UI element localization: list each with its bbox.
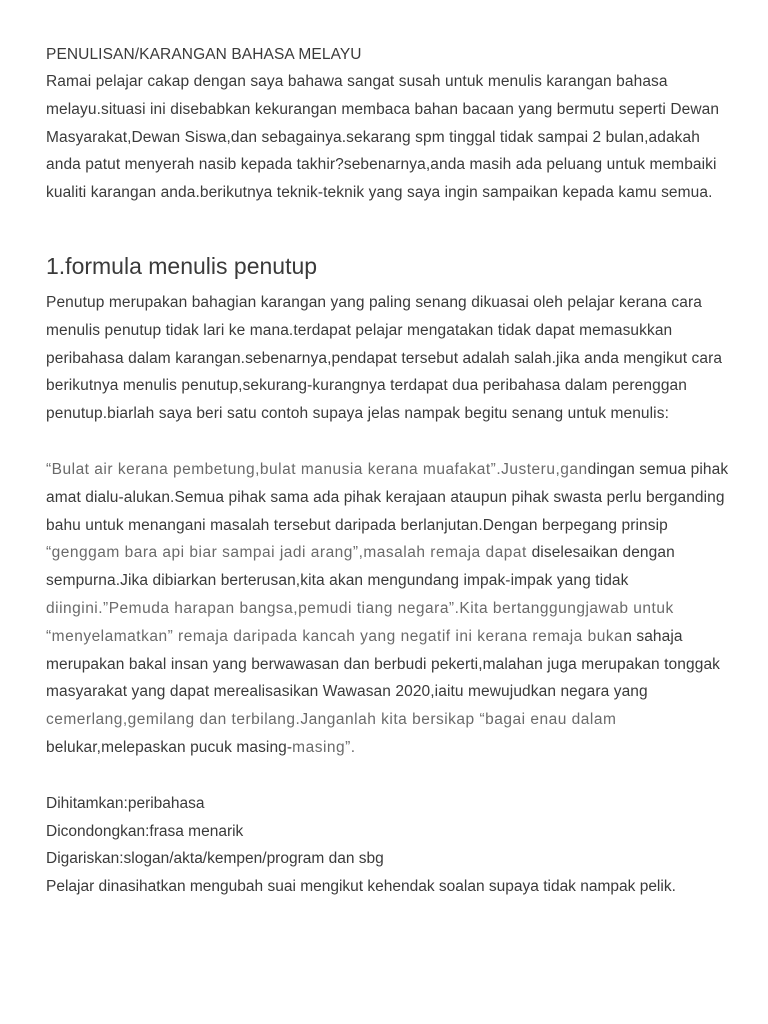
section-title: 1.formula menulis penutup	[46, 252, 318, 279]
example-text: diselesaikan dengan	[531, 544, 675, 562]
example-line	[46, 734, 736, 762]
example-line: masyarakat yang dapat merealisasikan Wawasan 2020,iaitu mewujudkan negara yang	[46, 683, 648, 701]
example-text: dingan semua pihak	[587, 460, 729, 478]
example-line: cemerlang,gemilang dan terbilang.Janganlah kita bersikap “bagai enau dalam	[46, 711, 617, 729]
example-quote-text: masing”.	[292, 738, 356, 756]
example-paragraph	[46, 456, 736, 762]
example-text: n sahaja	[623, 627, 683, 645]
example-line: amat dialu-alukan.Semua pihak sama ada pihak kerajaan ataupun pihak swasta perlu berganding	[46, 488, 725, 506]
intro-line: Masyarakat,Dewan Siswa,dan sebagainya.sekarang spm tinggal tidak sampai 2 bulan,adakah	[46, 128, 700, 146]
example-line: merupakan bakal insan yang berwawasan dan berbudi pekerti,malahan juga merupakan tonggak	[46, 655, 721, 673]
section-line: penutup.biarlah saya beri satu contoh supaya jelas nampak begitu senang untuk menulis:	[46, 405, 669, 423]
note-line: Dihitamkan:peribahasa	[46, 794, 205, 812]
intro-line: Ramai pelajar cakap dengan saya bahawa sangat susah untuk menulis karangan bahasa	[46, 73, 668, 90]
note-line: Pelajar dinasihatkan mengubah suai mengikut kehendak soalan supaya tidak nampak pelik.	[46, 878, 676, 896]
document-heading: PENULISAN/KARANGAN BAHASA MELAYU	[46, 46, 362, 63]
section-line: peribahasa dalam karangan.sebenarnya,pendapat tersebut adalah salah.jika anda mengikut cara	[46, 349, 723, 367]
notes-block	[46, 790, 736, 901]
example-text: belukar,melepaskan pucuk masing-	[46, 738, 293, 756]
example-line	[46, 456, 736, 484]
example-quote-text: “Bulat air kerana pembetung,bulat manusia kerana muafakat”.Justeru,gan	[46, 460, 588, 478]
intro-line: melayu.situasi ini disebabkan kekurangan membaca bahan bacaan yang bermutu seperti Dewan	[46, 100, 720, 118]
section-line: berikutnya menulis penutup,sekurang-kurangnya terdapat dua peribahasa dalam perenggan	[46, 377, 687, 395]
example-line: diingini.”Pemuda harapan bangsa,pemudi tiang negara”.Kita bertanggungjawab untuk	[46, 599, 674, 617]
intro-paragraph	[46, 68, 736, 207]
note-line: Dicondongkan:frasa menarik	[46, 822, 244, 840]
section-line: Penutup merupakan bahagian karangan yang paling senang dikuasai oleh pelajar kerana cara	[46, 293, 702, 311]
intro-line: kualiti karangan anda.berikutnya teknik-teknik yang saya ingin sampaikan kepada kamu semua.	[46, 184, 713, 202]
intro-line: anda patut menyerah nasib kepada takhir?sebenarnya,anda masih ada peluang untuk membaiki	[46, 156, 717, 174]
section-paragraph	[46, 289, 736, 428]
note-line: Digariskan:slogan/akta/kempen/program dan sbg	[46, 850, 384, 868]
example-line: bahu untuk menangani masalah tersebut daripada berlanjutan.Dengan berpegang prinsip	[46, 516, 668, 534]
document-page	[46, 44, 736, 901]
example-quote-text: “menyelamatkan” remaja daripada kancah yang negatif ini kerana remaja buka	[46, 627, 624, 645]
example-line	[46, 623, 736, 651]
example-quote-text: “genggam bara api biar sampai jadi arang”,masalah remaja dapat	[46, 544, 532, 562]
section-line: menulis penutup tidak lari ke mana.terdapat pelajar mengatakan tidak dapat memasukkan	[46, 321, 673, 339]
paragraph-gap	[46, 428, 736, 456]
example-line: sempurna.Jika dibiarkan berterusan,kita akan mengundang impak-impak yang tidak	[46, 572, 629, 590]
example-line	[46, 539, 736, 567]
